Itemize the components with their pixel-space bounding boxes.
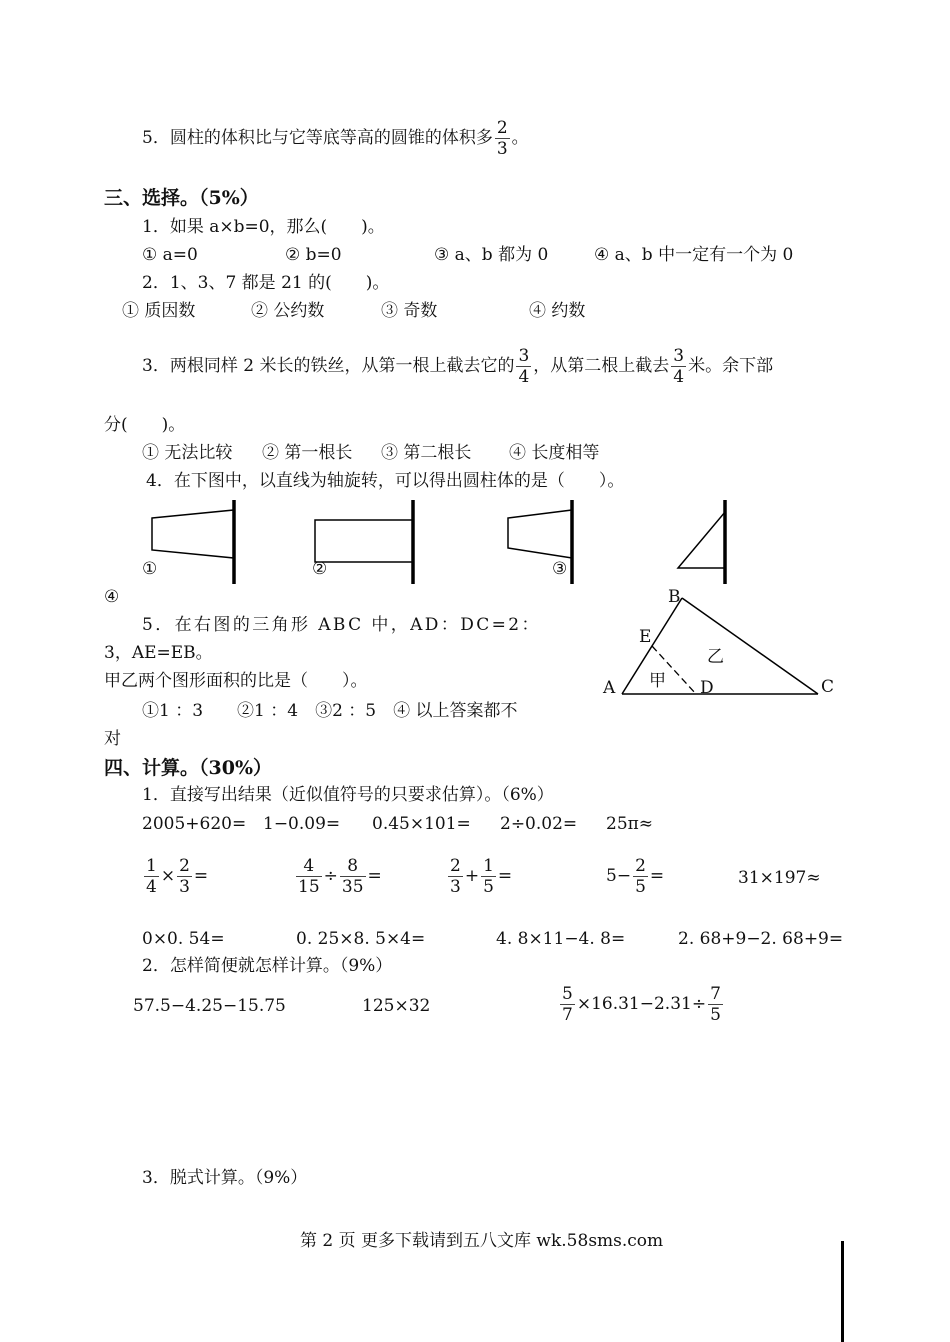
sec3-q3-opt1: ① 无法比较 bbox=[142, 443, 233, 463]
sec4-title: 四、计算。（30%） bbox=[104, 757, 272, 779]
fraction: $\frac{4}{15}$ bbox=[298, 856, 320, 897]
sec3-q2-opt4: ④ 约数 bbox=[529, 301, 586, 321]
sec3-q1-opt1: ① a=0 bbox=[142, 245, 198, 265]
sec3-q3-stem: 3．两根同样 2 米长的铁丝，从第一根上截去它的 $\frac{3}{4}$ ，从第二根上截去 $\frac{3}{4}$ 米。余下部 bbox=[142, 346, 774, 387]
fraction: $\frac{8}{35}$ bbox=[341, 856, 364, 897]
fraction: $\frac{2}{3}$ bbox=[450, 856, 461, 897]
region-yi: 乙 bbox=[707, 647, 724, 667]
calc-0.45-101: 0.45×101= bbox=[372, 814, 471, 834]
figure-label-4: ④ bbox=[104, 587, 120, 607]
sec3-q1-stem: 1．如果 a×b=0，那么( )。 bbox=[142, 217, 385, 237]
calc-125-32: 125×32 bbox=[362, 996, 431, 1016]
sec3-q1-opt2: ② b=0 bbox=[285, 245, 342, 265]
sec3-q3-cont: 分( )。 bbox=[104, 415, 186, 435]
calc-0.25-8.5-4: 0. 25×8. 5×4= bbox=[296, 929, 426, 949]
calc-frac-d: 5− $\frac{2}{5}$ = bbox=[606, 856, 665, 897]
figure-label-1: ① bbox=[142, 559, 158, 579]
sec3-q2-opt3: ③ 奇数 bbox=[381, 301, 438, 321]
fraction: $\frac{1}{5}$ bbox=[483, 856, 494, 897]
sec4-q3-stem: 3．脱式计算。（9%） bbox=[142, 1168, 308, 1188]
vertex-d: D bbox=[700, 678, 714, 698]
sec3-q5-line3: 甲乙两个图形面积的比是（ ）。 bbox=[104, 671, 368, 691]
sec4-q1-stem: 1．直接写出结果（近似值符号的只要求估算）。（6%） bbox=[142, 785, 554, 805]
triangle-abc-diagram bbox=[598, 580, 843, 705]
fraction: $\frac{1}{4}$ bbox=[146, 856, 157, 897]
fraction: $\frac{3}{4}$ bbox=[673, 346, 685, 387]
calc-4.8-11: 4. 8×11−4. 8= bbox=[496, 929, 626, 949]
margin-bar bbox=[841, 1241, 844, 1342]
fraction: $\frac{2}{3}$ bbox=[496, 118, 508, 159]
sec3-q2-opt2: ② 公约数 bbox=[251, 301, 325, 321]
figure-label-3: ③ bbox=[552, 559, 568, 579]
vertex-b: B bbox=[668, 587, 681, 607]
figure-label-2: ② bbox=[312, 559, 328, 579]
sec3-q1-opt3: ③ a、b 都为 0 bbox=[434, 245, 549, 265]
rotation-figure-3 bbox=[500, 498, 580, 586]
fraction: $\frac{5}{7}$ bbox=[562, 984, 573, 1025]
sec3-q3-opt2: ② 第一根长 bbox=[262, 443, 353, 463]
calc-1-0.09: 1−0.09= bbox=[263, 814, 341, 834]
sec4-q2-stem: 2．怎样简便就怎样计算。（9%） bbox=[142, 956, 393, 976]
fraction: $\frac{3}{4}$ bbox=[518, 346, 530, 387]
sec3-q5-options: ①1 ：3 ②1 ：4 ③2 ：5 ④ 以上答案都不 bbox=[142, 701, 518, 721]
calc-57.5: 57.5−4.25−15.75 bbox=[133, 996, 286, 1016]
sec3-q5-line1: 5．在右图的三角形 ABC 中，AD：DC=2： bbox=[142, 615, 541, 635]
calc-25pi: 25π≈ bbox=[606, 814, 654, 834]
rotation-figure-4 bbox=[670, 498, 735, 586]
page-footer: 第 2 页 更多下载请到五八文库 wk.58sms.com bbox=[300, 1231, 664, 1251]
calc-frac-c: $\frac{2}{3}$ + $\frac{1}{5}$ = bbox=[450, 856, 513, 897]
sec3-q5-cont: 对 bbox=[104, 729, 121, 749]
calc-0-0.54: 0×0. 54= bbox=[142, 929, 225, 949]
sec2-q5: 5．圆柱的体积比与它等底等高的圆锥的体积多 $\frac{2}{3}$ 。 bbox=[142, 118, 529, 159]
fraction: $\frac{2}{5}$ bbox=[635, 856, 646, 897]
calc-31-197: 31×197≈ bbox=[738, 868, 821, 888]
calc-frac-a: $\frac{1}{4}$ × $\frac{2}{3}$ = bbox=[146, 856, 209, 897]
sec3-q1-opt4: ④ a、b 中一定有一个为 0 bbox=[594, 245, 794, 265]
sec3-q3-opt3: ③ 第二根长 bbox=[381, 443, 472, 463]
region-jia: 甲 bbox=[649, 671, 666, 691]
vertex-c: C bbox=[821, 677, 835, 697]
vertex-a: A bbox=[603, 678, 616, 698]
sec3-title: 三、选择。（5%） bbox=[104, 187, 259, 209]
calc-2-div-0.02: 2÷0.02= bbox=[500, 814, 578, 834]
fraction: $\frac{2}{3}$ bbox=[179, 856, 190, 897]
calc-2.68-9: 2. 68+9−2. 68+9= bbox=[678, 929, 844, 949]
sec3-q2-stem: 2．1、3、7 都是 21 的( )。 bbox=[142, 273, 390, 293]
sec3-q5-line2: 3，AE=EB。 bbox=[104, 643, 213, 663]
calc-2005-620: 2005+620= bbox=[142, 814, 247, 834]
fraction: $\frac{7}{5}$ bbox=[710, 984, 721, 1025]
sec3-q3-opt4: ④ 长度相等 bbox=[509, 443, 600, 463]
calc-frac-16.31: $\frac{5}{7}$ ×16.31−2.31÷ $\frac{7}{5}$ bbox=[562, 984, 721, 1025]
calc-frac-b: $\frac{4}{15}$ ÷ $\frac{8}{35}$ = bbox=[298, 856, 382, 897]
point-e: E bbox=[639, 627, 652, 647]
sec3-q2-opt1: ① 质因数 bbox=[122, 301, 196, 321]
sec3-q4-stem: 4．在下图中，以直线为轴旋转，可以得出圆柱体的是（ ）。 bbox=[146, 471, 625, 491]
